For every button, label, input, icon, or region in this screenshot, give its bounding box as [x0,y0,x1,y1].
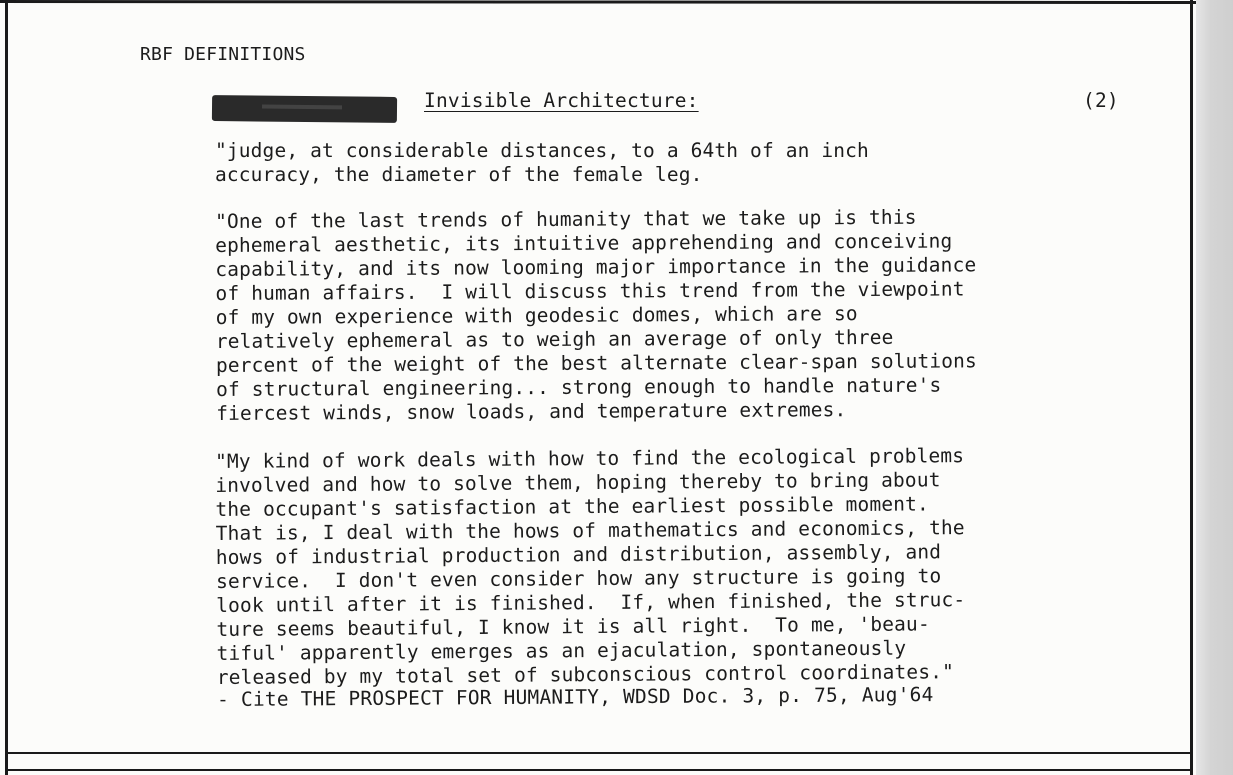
entry-title: Invisible Architecture: [424,89,699,112]
page-border-right [1190,0,1193,775]
page-border-top [0,0,1205,4]
text-line: released by my total set of subconscious control coordinates." [216,660,955,689]
text-line: "judge, at considerable distances, to a 64th of an inch [215,139,869,162]
quote-paragraph-1 [215,139,869,187]
text-line: of my own experience with geodesic domes, which are so [215,302,858,329]
text-line: tiful' apparently emerges as an ejaculation, spontaneously [216,636,907,665]
text-line: of human affairs. I will discuss this trend from the viewpoint [215,277,965,305]
text-line: service. I don't even consider how any structure is going to [215,564,942,593]
text-line: That is, I deal with the hows of mathematics and economics, the [215,516,965,545]
text-line: capability, and its now looming major importance in the guidance [215,253,977,281]
page-number: (2) [1083,89,1119,112]
section-label: RBF DEFINITIONS [140,44,306,65]
page-edge-shadow [1196,0,1233,775]
citation: - Cite THE PROSPECT FOR HUMANITY, WDSD Doc. 3, p. 75, Aug'64 [217,682,934,711]
redaction-mark [212,95,397,123]
text-line: "One of the last trends of humanity that we take up is this [215,205,917,233]
text-line: accuracy, the diameter of the female leg. [215,163,703,186]
quote-paragraph-2 [215,205,977,426]
quote-paragraph-3 [215,444,966,690]
text-line: relatively ephemeral as to weigh an average of only three [215,325,894,353]
page-border-bottom [5,752,1193,754]
text-line: fiercest winds, snow loads, and temperature extremes. [216,398,847,425]
text-line: percent of the weight of the best alternate clear-span solutions [215,349,977,377]
text-line: look until after it is finished. If, when finished, the struc- [216,588,966,617]
text-line: the occupant's satisfaction at the earliest possible moment. [215,492,929,521]
text-line: "My kind of work deals with how to find the ecological problems [215,444,965,473]
text-line: ture seems beautiful, I know it is all right. To me, 'beau- [216,612,930,641]
text-line: hows of industrial production and distribution, assembly, and [215,540,942,569]
page-border-bottom-outer [5,769,1193,771]
text-line: involved and how to solve them, hoping thereby to bring about [215,468,941,497]
text-line: ephemeral aesthetic, its intuitive apprehending and conceiving [215,229,953,257]
text-line: of structural engineering... strong enough to handle nature's [216,373,942,401]
page-border-left [5,0,8,775]
